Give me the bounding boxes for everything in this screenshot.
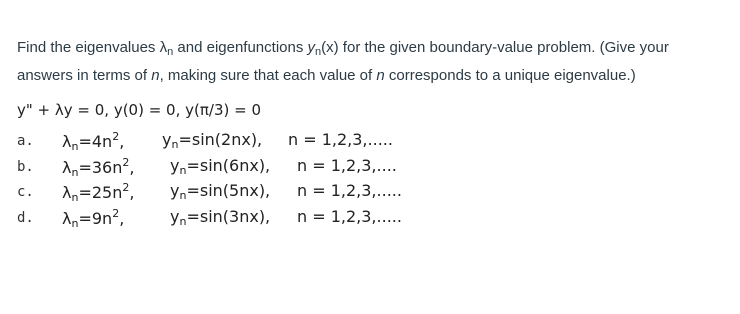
option-eigenvalue: $\lambda_n=36n^2$, [62, 155, 135, 179]
option-letter: a. [17, 133, 34, 149]
option-n-range: n = 1,2,3,..... [297, 181, 402, 200]
lambda-symbol: λ [159, 39, 168, 56]
option-n-range: n = 1,2,3,..... [297, 206, 402, 226]
question-part-4: , making sure that each value of [159, 67, 377, 84]
y-subscript: n [315, 46, 322, 58]
question-part-2: and eigenfunctions [173, 39, 308, 56]
option-eigenfunction: $y_n=\sin(5nx)$, [170, 181, 271, 202]
option-letter: b. [17, 158, 34, 175]
y-argument: (x) [321, 39, 339, 56]
option-eigenvalue: $\lambda_n=25n^2$, [62, 181, 135, 204]
n-variable: n [151, 67, 160, 84]
option-eigenfunction: $y_n=\sin(3nx)$, [170, 206, 271, 228]
option-n-range: n = 1,2,3,..... [288, 130, 393, 149]
option-eigenvalue: $\lambda_n=4n^2$, [62, 130, 125, 153]
question-part-3: for the given boundary-value problem. (Give your answers in terms of [17, 39, 669, 84]
option-eigenfunction: $y_n=\sin(2nx)$, [162, 130, 263, 151]
option-eigenvalue: $\lambda_n=9n^2$, [62, 206, 125, 230]
option-letter: c. [17, 184, 34, 200]
boundary-value-equation: y" + λy = 0, y(0) = 0, y(π/3) = 0 [17, 101, 261, 119]
n-variable-2: n [376, 67, 385, 84]
y-symbol: y [307, 39, 316, 56]
question-part-1: Find the eigenvalues [17, 39, 160, 56]
lambda-subscript: n [167, 46, 174, 58]
question-text [17, 36, 727, 88]
option-letter: d. [17, 209, 34, 226]
question-part-5: corresponds to a unique eigenvalue.) [384, 67, 636, 84]
option-eigenfunction: $y_n=\sin(6nx)$, [170, 155, 271, 177]
option-n-range: n = 1,2,3,.... [297, 155, 397, 175]
